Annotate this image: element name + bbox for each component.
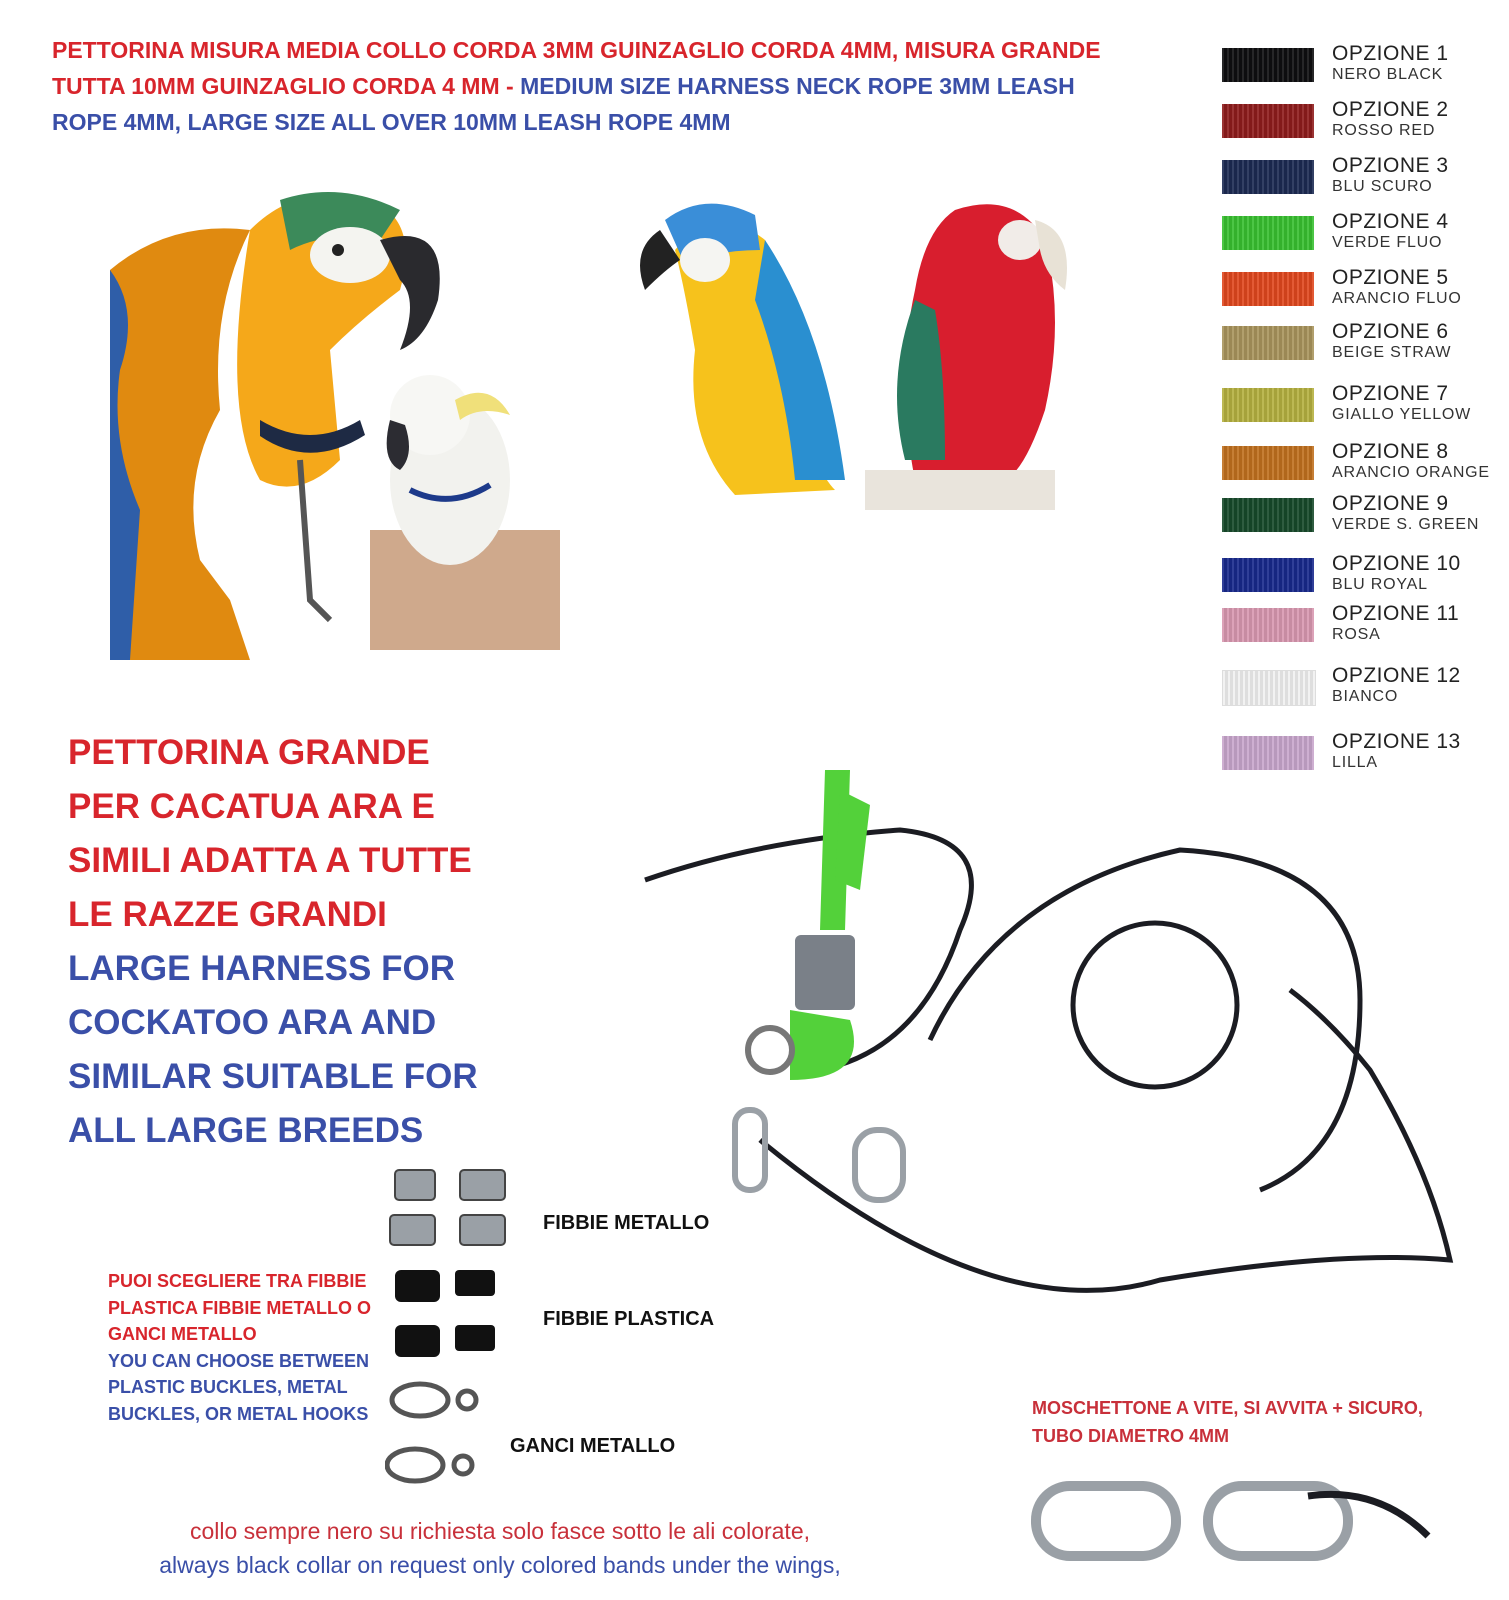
choice-english: YOU CAN CHOOSE BETWEEN PLASTIC BUCKLES, METAL BUCKLES, OR METAL HOOKS <box>108 1350 370 1424</box>
carabiner-photo <box>1028 1476 1438 1566</box>
option-color-name: BEIGE STRAW <box>1332 344 1452 361</box>
option-name: OPZIONE 6 <box>1332 320 1449 343</box>
carabiner-line2: TUBO DIAMETRO 4MM <box>1032 1426 1229 1446</box>
header-italian: PETTORINA MISURA MEDIA COLLO CORDA 3MM GUINZAGLIO CORDA 4MM, MISURA GRANDE TUTTA 10MM GUINZAGLIO CORDA 4 MM - <box>52 37 1101 99</box>
option-name: OPZIONE 10 <box>1332 552 1461 575</box>
harness-buckle <box>795 935 855 1010</box>
carabiner-line1: MOSCHETTONE A VITE, SI AVVITA + SICURO, <box>1032 1398 1423 1418</box>
option-color-name: BIANCO <box>1332 688 1399 705</box>
color-swatch <box>1222 48 1314 82</box>
large-harness-english: LARGE HARNESS FOR COCKATOO ARA AND SIMILAR SUITABLE FOR ALL LARGE BREEDS <box>68 949 478 1150</box>
carabiner-text <box>1032 1394 1472 1450</box>
header-title <box>52 32 1142 140</box>
carabiner-icon <box>735 1110 765 1190</box>
option-color-name: GIALLO YELLOW <box>1332 406 1472 423</box>
color-option <box>1222 440 1509 488</box>
color-option <box>1222 210 1509 258</box>
color-swatch <box>1222 104 1314 138</box>
macaw-cockatoo-photo <box>100 180 580 680</box>
perch <box>865 470 1055 510</box>
color-option <box>1222 382 1509 430</box>
option-name: OPZIONE 2 <box>1332 98 1449 121</box>
option-name: OPZIONE 12 <box>1332 664 1461 687</box>
color-swatch <box>1222 558 1314 592</box>
option-name: OPZIONE 8 <box>1332 440 1449 463</box>
harness-ring <box>748 1028 792 1072</box>
option-color-name: VERDE S. GREEN <box>1332 516 1480 533</box>
macaw-eye <box>332 244 344 256</box>
option-name: OPZIONE 7 <box>1332 382 1449 405</box>
option-color-name: BLU ROYAL <box>1332 576 1428 593</box>
color-option <box>1222 266 1509 314</box>
option-color-name: NERO BLACK <box>1332 66 1444 83</box>
choice-text <box>108 1268 388 1427</box>
metal-buckle-icon <box>395 1170 435 1200</box>
metal-hook-icon <box>454 1456 472 1474</box>
header-english: MEDIUM SIZE HARNESS NECK ROPE 3MM LEASH ROPE 4MM, LARGE SIZE ALL OVER 10MM LEASH ROPE 4MM <box>52 73 1075 135</box>
harness-strap-green <box>835 790 870 890</box>
option-name: OPZIONE 11 <box>1332 602 1460 625</box>
metal-buckle-icon <box>460 1170 505 1200</box>
metal-buckle-icon <box>390 1215 435 1245</box>
metal-hook-icon <box>387 1449 443 1481</box>
large-harness-italian: PETTORINA GRANDE PER CACATUA ARA E SIMILI ADATTA A TUTTE LE RAZZE GRANDI <box>68 733 472 934</box>
option-color-name: ARANCIO ORANGE <box>1332 464 1490 481</box>
color-swatch <box>1222 608 1314 642</box>
leash <box>300 460 330 620</box>
color-swatch <box>1222 736 1314 770</box>
leash-end <box>1308 1494 1428 1536</box>
option-color-name: VERDE FLUO <box>1332 234 1443 251</box>
color-swatch <box>1222 272 1314 306</box>
color-option <box>1222 42 1509 90</box>
metal-buckle-icon <box>460 1215 505 1245</box>
choice-italian: PUOI SCEGLIERE TRA FIBBIE PLASTICA FIBBIE METALLO O GANCI METALLO <box>108 1271 371 1344</box>
harness-leash-photo <box>640 770 1500 1330</box>
plastic-buckle-icon <box>395 1325 440 1357</box>
blue-gold-macaw-face <box>680 238 730 282</box>
option-name: OPZIONE 3 <box>1332 154 1449 177</box>
color-option <box>1222 552 1509 600</box>
footer-italian: collo sempre nero su richiesta solo fasce sotto le ali colorate, <box>189 1518 811 1544</box>
leash-handle-loop <box>760 990 1450 1290</box>
color-swatch <box>1222 326 1314 360</box>
metal-buckles-label: FIBBIE METALLO <box>543 1212 710 1234</box>
carabiner-icon <box>1036 1486 1176 1556</box>
metal-hook-icon <box>392 1384 448 1416</box>
metal-hook-icon <box>458 1391 476 1409</box>
plastic-buckles-label: FIBBIE PLASTICA <box>543 1308 715 1330</box>
option-color-name: ROSSO RED <box>1332 122 1436 139</box>
option-name: OPZIONE 5 <box>1332 266 1449 289</box>
color-swatch <box>1222 388 1314 422</box>
color-swatch <box>1222 216 1314 250</box>
plastic-buckle-icon <box>395 1270 440 1302</box>
harness-strap-green <box>790 1010 854 1080</box>
option-name: OPZIONE 4 <box>1332 210 1449 233</box>
two-macaws-photo <box>625 180 1085 520</box>
leash-loop <box>1073 923 1237 1087</box>
color-option <box>1222 154 1509 202</box>
option-name: OPZIONE 1 <box>1332 42 1449 65</box>
large-harness-text <box>68 726 488 1158</box>
red-macaw-face <box>998 220 1042 260</box>
option-color-name: ROSA <box>1332 626 1381 643</box>
color-option <box>1222 320 1509 368</box>
option-color-name: BLU SCURO <box>1332 178 1433 195</box>
color-swatch <box>1222 160 1314 194</box>
buckle-icons <box>385 1160 525 1490</box>
carabiner-icon <box>855 1130 903 1200</box>
plastic-buckle-icon <box>455 1325 495 1351</box>
macaw-face <box>310 227 390 283</box>
metal-hooks-label: GANCI METALLO <box>510 1435 676 1457</box>
color-option <box>1222 664 1509 712</box>
color-swatch <box>1222 498 1314 532</box>
option-name: OPZIONE 9 <box>1332 492 1449 515</box>
color-swatch <box>1222 670 1316 706</box>
option-color-name: LILLA <box>1332 754 1378 771</box>
color-swatch <box>1222 446 1314 480</box>
footer-english: always black collar on request only colored bands under the wings, <box>159 1552 841 1578</box>
color-option <box>1222 492 1509 540</box>
leash-rope <box>930 850 1360 1190</box>
option-name: OPZIONE 13 <box>1332 730 1461 753</box>
color-option <box>1222 98 1509 146</box>
option-color-name: ARANCIO FLUO <box>1332 290 1462 307</box>
plastic-buckle-icon <box>455 1270 495 1296</box>
color-option <box>1222 602 1509 650</box>
